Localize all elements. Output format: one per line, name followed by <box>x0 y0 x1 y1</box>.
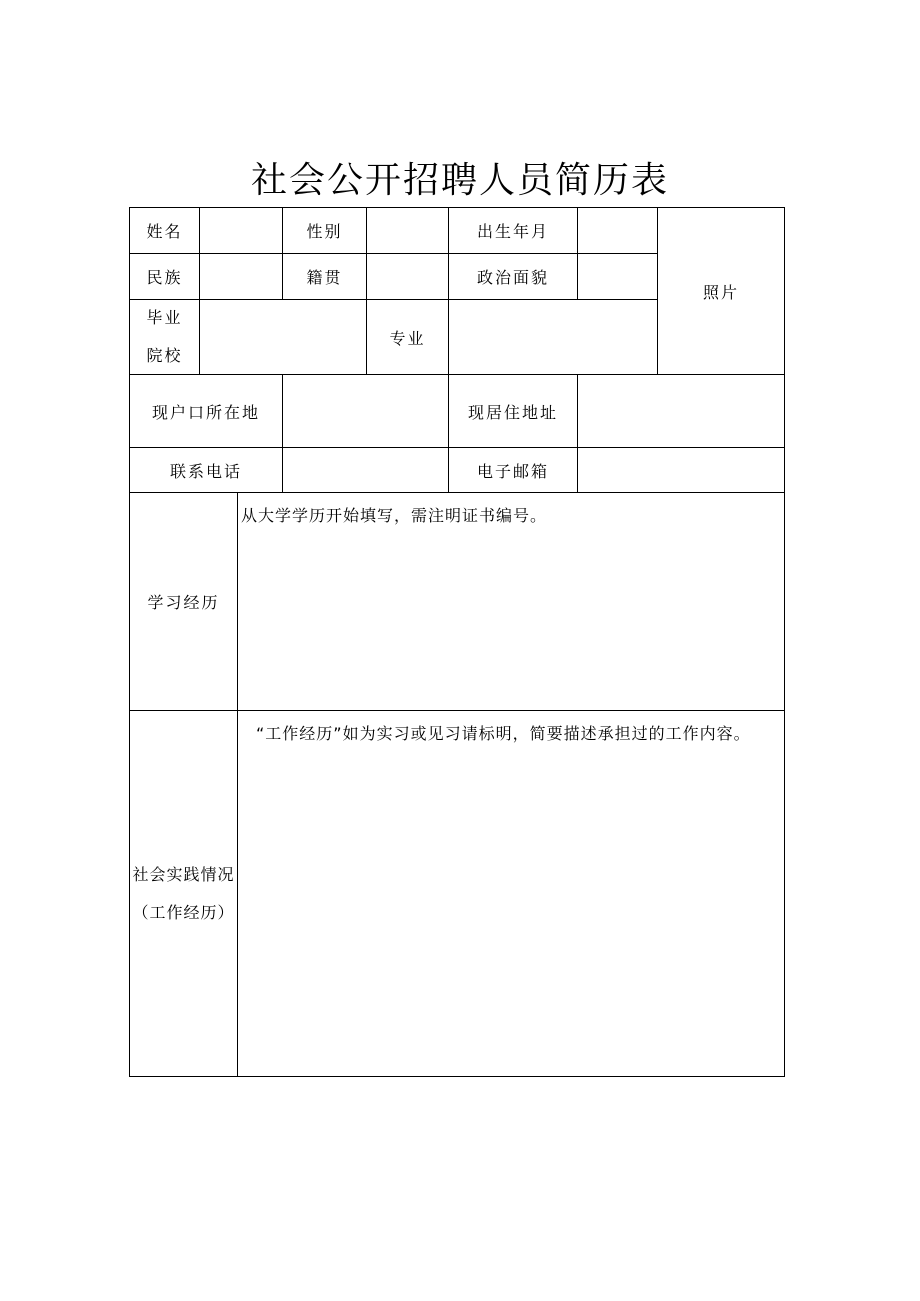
ethnicity-field[interactable] <box>200 254 282 299</box>
gender-field[interactable] <box>367 208 448 253</box>
political-status-label: 政治面貌 <box>476 268 549 287</box>
major-label: 专业 <box>389 328 426 348</box>
ethnicity-label: 民族 <box>146 268 183 287</box>
email-field[interactable] <box>578 448 784 492</box>
phone-label: 联系电话 <box>169 461 242 481</box>
study-label: 学习经历 <box>147 593 220 612</box>
photo-box[interactable]: 照片 <box>702 282 739 302</box>
practice-label-line1: 社会实践情况 <box>132 864 235 884</box>
native-place-label: 籍贯 <box>306 268 343 287</box>
practice-note: “工作经历”如为实习或见习请标明，简要描述承担过的工作内容。 <box>256 724 751 743</box>
practice-label-line2: （工作经历） <box>132 902 235 922</box>
grid-line <box>784 207 785 1077</box>
residence-label: 现居住地址 <box>467 402 558 422</box>
residence-field[interactable] <box>578 375 784 447</box>
hukou-label: 现户口所在地 <box>151 402 260 422</box>
phone-field[interactable] <box>283 448 448 492</box>
email-label: 电子邮箱 <box>476 461 549 481</box>
hukou-field[interactable] <box>283 375 448 447</box>
birth-label: 出生年月 <box>476 222 549 241</box>
grid-line <box>129 1076 785 1077</box>
birth-field[interactable] <box>578 208 657 253</box>
practice-field[interactable] <box>238 711 784 1076</box>
study-note: 从大学学历开始填写，需注明证书编号。 <box>241 506 548 525</box>
study-field[interactable] <box>238 493 784 710</box>
major-field[interactable] <box>449 300 657 374</box>
practice-label <box>130 711 237 1076</box>
school-label <box>130 300 199 374</box>
school-label-line2: 院校 <box>146 346 183 365</box>
page-title: 社会公开招聘人员简历表 <box>250 160 669 201</box>
name-label: 姓名 <box>146 222 183 241</box>
school-label-line1: 毕业 <box>146 308 183 327</box>
native-place-field[interactable] <box>367 254 448 299</box>
name-field[interactable] <box>200 208 282 253</box>
political-status-field[interactable] <box>578 254 657 299</box>
gender-label: 性别 <box>306 222 343 241</box>
school-field[interactable] <box>200 300 366 374</box>
